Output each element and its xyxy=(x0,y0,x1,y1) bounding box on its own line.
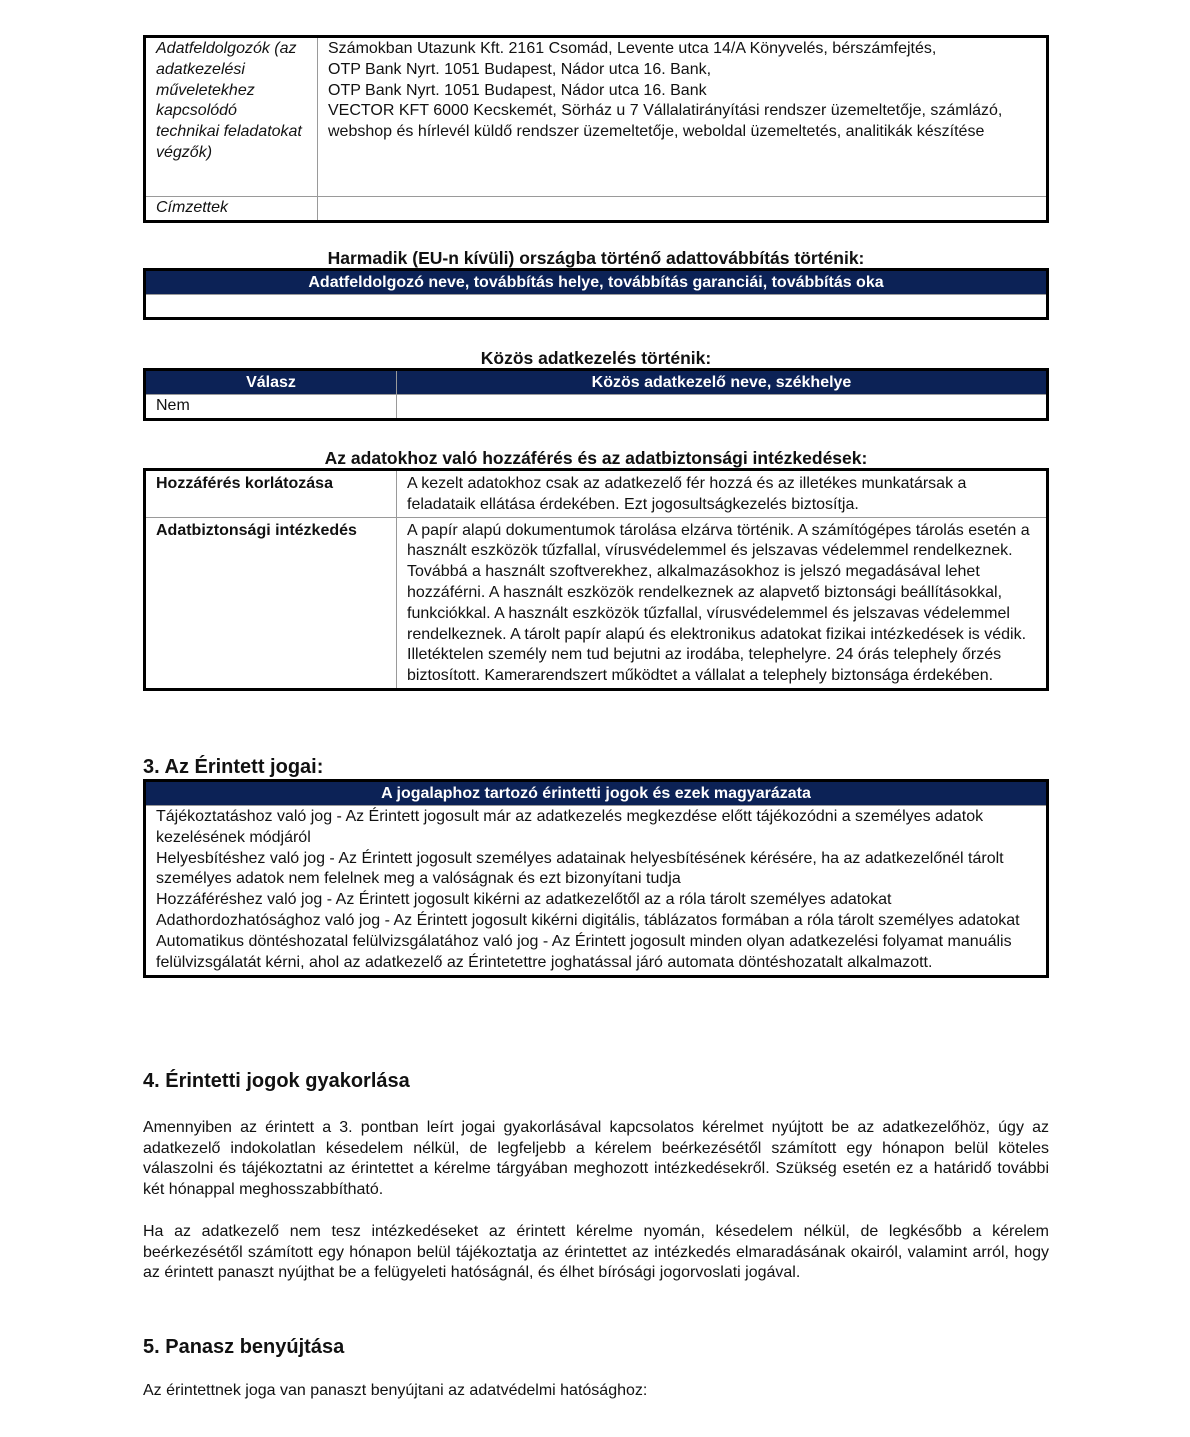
third-country-caption: Harmadik (EU-n kívüli) országba történő adattovábbítás történik: xyxy=(327,248,865,268)
table-row xyxy=(145,395,1048,420)
section-3-title: 3. Az Érintett jogai: xyxy=(143,756,324,778)
table-row xyxy=(145,806,1048,977)
security-table xyxy=(143,468,1049,691)
security-caption: Az adatokhoz való hozzáférés és az adatbiztonsági intézkedések: xyxy=(324,448,868,468)
joint-controller-header: Közös adatkezelő neve, székhelye xyxy=(397,370,1048,395)
processor-line: VECTOR KFT 6000 Kecskemét, Sörház u 7 Vállalatirányítási rendszer üzemeltetője, számlázó, webshop és hírlevél küldő rendszer üzemeltetője, weboldal üzemeltetés, analitikák készítése xyxy=(328,102,1003,141)
recipients-value xyxy=(318,197,1048,222)
recipients-label: Címzettek xyxy=(145,197,318,222)
third-country-header: Adatfeldolgozó neve, továbbítás helye, továbbítás garanciái, továbbítás oka xyxy=(145,270,1048,295)
right-item: Adathordozhatósághoz való jog - Az Érintett jogosult kikérni digitális, táblázatos formában a róla tárolt személyes adatokat xyxy=(156,911,1020,929)
section-5-title: 5. Panasz benyújtása xyxy=(143,1336,345,1358)
security-measure-value: A papír alapú dokumentumok tárolása elzárva történik. A számítógépes tárolás esetén a használt eszközök tűzfallal, vírusvédelemmel és jelszavas védelemmel rendelkeznek. Továbbá a használt szoftverekhez, alkalmazásokhoz is jelszó megadásával lehet hozzáférni. A használt eszközök rendelkeznek az alapvető biztonsági beállításokkal, funkciókkal. A használt eszközök tűzfallal, vírusvédelemmel és jelszavas védelemmel rendelkeznek. A tárolt papír alapú és elektronikus adatokat fizikai intézkedések is védik. Illetéktelen személy nem tud bejutni az irodába, telephelyre. 24 órás telephely őrzés biztosított. Kamerarendszert működtet a vállalat a telephely biztonsága érdekében. xyxy=(397,517,1048,689)
rights-list xyxy=(145,806,1048,977)
table-row xyxy=(145,197,1048,222)
section-4-paragraph: Amennyiben az érintett a 3. pontban leírt jogai gyakorlásával kapcsolatos kérelmet nyújtott be az adatkezelőhöz, úgy az adatkezelő indokolatlan késedelem nélkül, de legfeljebb a kérelem beérkezésétől számított egy hónapon belül köteles válaszolni és tájékoztatni az érintettet a kérelme tárgyában meghozott intézkedésekről. Szükség esetén ez a határidő további két hónappal meghosszabbítható. xyxy=(143,1119,1049,1198)
right-item: Helyesbítéshez való jog - Az Érintett jogosult személyes adatainak helyesbítésének kérésére, ha az adatkezelőnél tárolt személyes adatok nem felelnek meg a valóságnak és ezt bizonyítani tudja xyxy=(156,849,1004,888)
processors-label: Adatfeldolgozók (az adatkezelési műveletekhez kapcsolódó technikai feladatokat végzők) xyxy=(145,37,318,197)
right-item: Automatikus döntéshozatal felülvizsgálatához való jog - Az Érintett jogosult minden olyan adatkezelési folyamat manuális felülvizsgálatát kérni, ahol az adatkezelő az Érintetettre joghatással járó automata döntéshozatalt alkalmazott. xyxy=(156,932,1012,971)
rights-header: A jogalaphoz tartozó érintetti jogok és ezek magyarázata xyxy=(145,781,1048,806)
table-row xyxy=(145,295,1048,319)
third-country-table xyxy=(143,268,1049,320)
joint-controller-value xyxy=(397,395,1048,420)
table-row xyxy=(145,470,1048,518)
processors-value xyxy=(318,37,1048,197)
security-measure-label: Adatbiztonsági intézkedés xyxy=(145,517,397,689)
section-4-title: 4. Érintetti jogok gyakorlása xyxy=(143,1070,410,1092)
right-item: Hozzáféréshez való jog - Az Érintett jogosult kikérni az adatkezelőtől az a róla tárolt személyes adatokat xyxy=(156,891,892,909)
processor-line: OTP Bank Nyrt. 1051 Budapest, Nádor utca 16. Bank xyxy=(328,81,707,99)
section-5-paragraph: Az érintettnek joga van panaszt benyújtani az adatvédelmi hatósághoz: xyxy=(143,1382,648,1399)
right-item: Tájékoztatáshoz való jog - Az Érintett jogosult már az adatkezelés megkezdése előtt tájékozódni a személyes adatok kezelésének módjáról xyxy=(156,808,984,846)
access-limit-label: Hozzáférés korlátozása xyxy=(145,470,397,518)
joint-processing-caption: Közös adatkezelés történik: xyxy=(480,348,712,368)
joint-processing-table xyxy=(143,368,1049,421)
processor-line: Számokban Utazunk Kft. 2161 Csomád, Levente utca 14/A Könyvelés, bérszámfejtés, xyxy=(328,40,937,57)
rights-table xyxy=(143,779,1049,978)
access-limit-value: A kezelt adatokhoz csak az adatkezelő fér hozzá és az illetékes munkatársak a feladataik ellátása érdekében. Ezt jogosultságkezelés biztosítja. xyxy=(397,470,1048,518)
answer-value: Nem xyxy=(145,395,397,420)
processor-line: OTP Bank Nyrt. 1051 Budapest, Nádor utca 16. Bank, xyxy=(328,60,712,78)
section-4-paragraph: Ha az adatkezelő nem tesz intézkedéseket az érintett kérelme nyomán, késedelem nélkül, de legkésőbb a kérelem beérkezésétől számított egy hónapon belül tájékoztatja az érintettet az intézkedés elmaradásának okairól, valamint arról, hogy az érintett panaszt nyújthat be a felügyeleti hatóságnál, és élhet bírósági jogorvoslati jogával. xyxy=(143,1223,1049,1282)
table-row xyxy=(145,37,1048,197)
third-country-value xyxy=(145,295,1048,319)
table-row xyxy=(145,517,1048,689)
processors-table xyxy=(143,35,1049,223)
answer-header: Válasz xyxy=(145,370,397,395)
